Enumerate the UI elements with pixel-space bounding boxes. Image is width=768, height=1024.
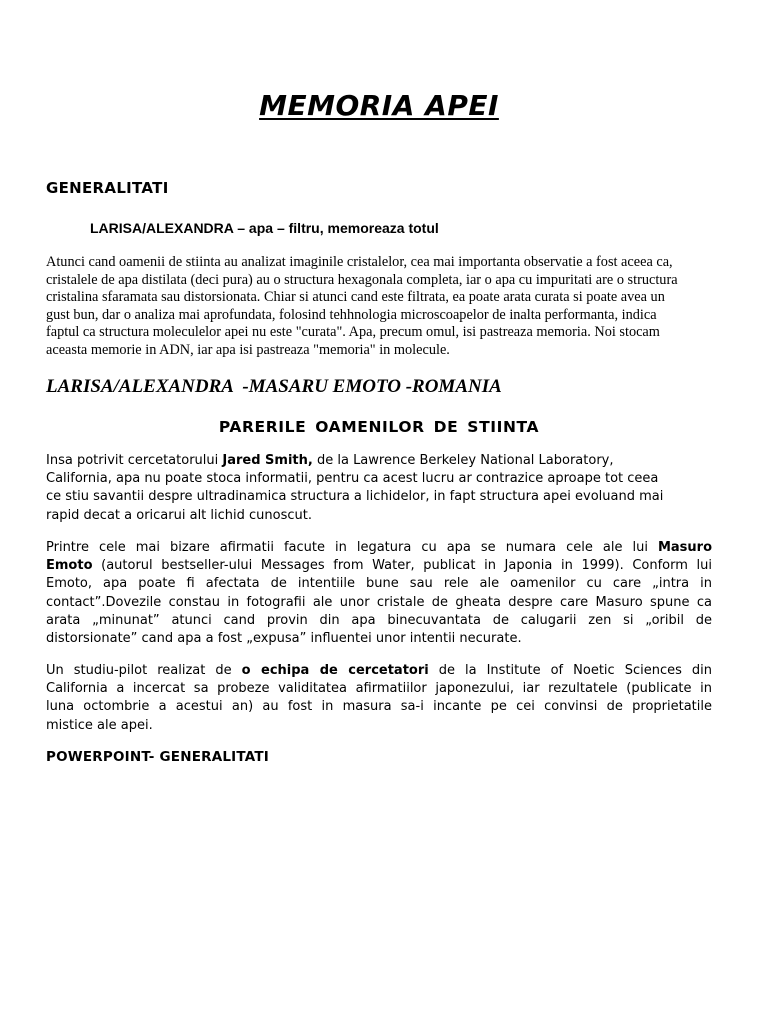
bold-name-emoto: Emoto bbox=[46, 558, 93, 574]
paragraph-line bbox=[46, 557, 712, 575]
paragraph-noetic-study bbox=[46, 662, 712, 735]
paragraph-line: Emoto, apa poate fi afectata de intentiile bune sau rele ale oamenilor cu care „intra in bbox=[46, 576, 712, 592]
intro-line: Atunci cand oamenii de stiinta au analizat imaginile cristalelor, cea mai importanta observatie a fost aceea ca, bbox=[46, 254, 673, 270]
text-run: de la Institute of Noetic Sciences din bbox=[428, 663, 712, 678]
text-run: Insa potrivit cercetatorului bbox=[46, 453, 223, 468]
text-run: Un studiu-pilot realizat de bbox=[46, 663, 242, 678]
paragraph-line: luna octombrie a acestui an) au fost in masura sa-i incante pe cei convinsi de proprietatile bbox=[46, 699, 712, 715]
section-heading-generalitati: GENERALITATI bbox=[46, 179, 169, 197]
powerpoint-heading: POWERPOINT- GENERALITATI bbox=[46, 749, 269, 765]
scientists-opinions-heading: PARERILE OAMENILOR DE STIINTA bbox=[218, 418, 540, 436]
intro-line: cristalina sfaramata sau distorsionata. Chiar si atunci cand este filtrata, ea poate arata curata si poate avea un bbox=[46, 289, 665, 306]
intro-paragraph bbox=[46, 254, 712, 360]
bold-name-jared-smith: Jared Smith, bbox=[222, 453, 313, 468]
text-run: de la Lawrence Berkeley National Laboratory, bbox=[312, 453, 614, 468]
paragraph-line bbox=[46, 539, 712, 557]
paragraph-line: ce stiu savantii despre ultradinamica structura a lichidelor, in fapt structura apei evoluand mai bbox=[46, 489, 664, 505]
paragraph-jared-smith bbox=[46, 452, 712, 525]
paragraph-line bbox=[46, 452, 712, 470]
intro-line: faptul ca structura moleculelor apei nu este "curata". Apa, precum omul, isi pastreaza memoria. Noi stocam bbox=[46, 324, 660, 341]
paragraph-line: arata „minunat” atunci cand provin din apa binecuvantata de calugarii zen si „oribil de bbox=[46, 612, 712, 628]
paragraph-line: California a incercat sa probeze validitatea afirmatiilor japonezului, iar rezultatele (publicate in bbox=[46, 681, 712, 697]
paragraph-masuro-emoto bbox=[46, 539, 712, 648]
paragraph-line: California, apa nu poate stoca informatii, pentru ca acest lucru ar contrazice aproape tot ceea bbox=[46, 471, 659, 487]
intro-line: gust bun, dar o analiza mai aprofundata, folosind tehhnologia microscoapelor de inalta performanta, indica bbox=[46, 306, 657, 323]
intro-line: cristalele de apa distilata (deci pura) au o structura hexagonala completa, iar o apa cu impuritati are o structura bbox=[46, 271, 678, 288]
masaru-emoto-heading: LARISA/ALEXANDRA -MASARU EMOTO -ROMANIA bbox=[46, 376, 502, 397]
author-subheading: LARISA/ALEXANDRA – apa – filtru, memoreaza totul bbox=[90, 220, 439, 236]
document-title: MEMORIA APEI bbox=[259, 89, 499, 122]
paragraph-line: distorsionate” cand apa a fost „expusa” influentei unor intentii necurate. bbox=[46, 631, 522, 647]
bold-researchers-team: o echipa de cercetatori bbox=[241, 663, 429, 678]
bold-name-masuro: Masuro bbox=[657, 540, 712, 555]
paragraph-line bbox=[46, 662, 712, 680]
paragraph-line: rapid decat a oricarui alt lichid cunoscut. bbox=[46, 507, 312, 523]
paragraph-line: contact”.Dovezile constau in fotografii ale unor cristale de gheata despre care Masuro spune ca bbox=[46, 594, 712, 610]
intro-line: aceasta memorie in ADN, iar apa isi pastreaza "memoria" in molecule. bbox=[46, 341, 450, 358]
text-run: (autorul bestseller-ului Messages from Water, publicat in Japonia in 1999). Conform lui bbox=[92, 558, 712, 574]
text-run: Printre cele mai bizare afirmatii facute in legatura cu apa se numara cele ale lui bbox=[46, 540, 658, 555]
paragraph-line: mistice ale apei. bbox=[46, 717, 153, 733]
